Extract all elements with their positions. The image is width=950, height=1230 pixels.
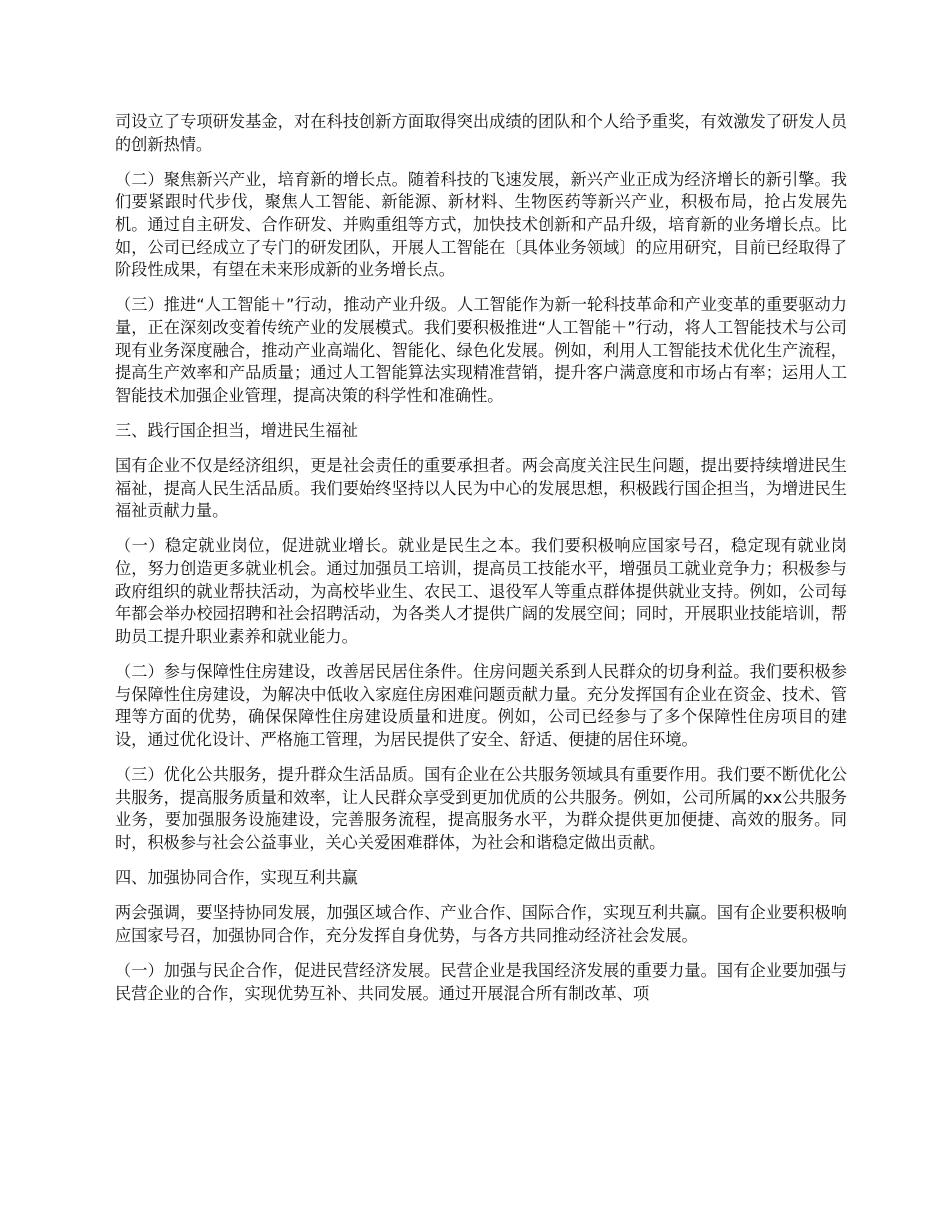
paragraph-cooperation: 两会强调，要坚持协同发展，加强区域合作、产业合作、国际合作，实现互利共赢。国有企业要积极响应国家号召，加强协同合作，充分发挥自身优势，与各方共同推动经济社会发展。 — [115, 903, 847, 945]
paragraph-emerging-industries: （二）聚焦新兴产业，培育新的增长点。随着科技的飞速发展，新兴产业正成为经济增长的新引擎。我们要紧跟时代步伐，聚焦人工智能、新能源、新材料、生物医药等新兴产业，积极布局，抢占发展先机。通过自主研发、合作研发、并购重组等方式，加快技术创新和产品升级，培育新的业务增长点。比如，公司已经成立了专门的研发团队，开展人工智能在〔具体业务领域〕的应用研究，目前已经取得了阶段性成果，有望在未来形成新的业务增长点。 — [115, 169, 847, 280]
paragraph-rd-fund: 司设立了专项研发基金，对在科技创新方面取得突出成绩的团队和个人给予重奖，有效激发了研发人员的创新热情。 — [115, 112, 847, 154]
paragraph-public-service: （三）优化公共服务，提升群众生活品质。国有企业在公共服务领域具有重要作用。我们要不断优化公共服务，提高服务质量和效率，让人民群众享受到更加优质的公共服务。例如，公司所属的xx公共服务业务，要加强服务设施建设，完善服务流程，提高服务水平，为群众提供更加便捷、高效的服务。同时，积极参与社会公益事业，关心关爱困难群体，为社会和谐稳定做出贡献。 — [115, 765, 847, 852]
section-heading-3: 三、践行国企担当，增进民生福祉 — [115, 420, 358, 440]
document-page — [115, 111, 847, 1018]
paragraph-employment: （一）稳定就业岗位，促进就业增长。就业是民生之本。我们要积极响应国家号召，稳定现有就业岗位，努力创造更多就业机会。通过加强员工培训，提高员工技能水平，增强员工就业竞争力；积极参与政府组织的就业帮扶活动，为高校毕业生、农民工、退役军人等重点群体提供就业支持。例如，公司每年都会举办校园招聘和社会招聘活动，为各类人才提供广阔的发展空间；同时，开展职业技能培训，帮助员工提升职业素养和就业能力。 — [115, 536, 847, 646]
paragraph-housing: （二）参与保障性住房建设，改善居民居住条件。住房问题关系到人民群众的切身利益。我们要积极参与保障性住房建设，为解决中低收入家庭住房困难问题贡献力量。充分发挥国有企业在资金、技术、管理等方面的优势，确保保障性住房建设质量和进度。例如，公司已经参与了多个保障性住房项目的建设，通过优化设计、严格施工管理，为居民提供了安全、舒适、便捷的居住环境。 — [115, 662, 847, 749]
paragraph-private-enterprise: （一）加强与民企合作，促进民营经济发展。民营企业是我国经济发展的重要力量。国有企业要加强与民营企业的合作，实现优势互补、共同发展。通过开展混合所有制改革、项 — [115, 960, 847, 1003]
section-heading-4: 四、加强协同合作，实现互利共赢 — [115, 867, 358, 887]
paragraph-ai-plus: （三）推进“人工智能＋”行动，推动产业升级。人工智能作为新一轮科技革命和产业变革的重要驱动力量，正在深刻改变着传统产业的发展模式。我们要积极推进“人工智能＋”行动，将人工智能技术与公司现有业务深度融合，推动产业高端化、智能化、绿色化发展。例如，利用人工智能技术优化生产流程，提高生产效率和产品质量；通过人工智能算法实现精准营销，提升客户满意度和市场占有率；运用人工智能技术加强企业管理，提高决策的科学性和准确性。 — [115, 295, 847, 405]
paragraph-soe-responsibility: 国有企业不仅是经济组织，更是社会责任的重要承担者。两会高度关注民生问题，提出要持续增进民生福祉，提高人民生活品质。我们要始终坚持以人民为中心的发展思想，积极践行国企担当，为增进民生福祉贡献力量。 — [115, 456, 847, 521]
